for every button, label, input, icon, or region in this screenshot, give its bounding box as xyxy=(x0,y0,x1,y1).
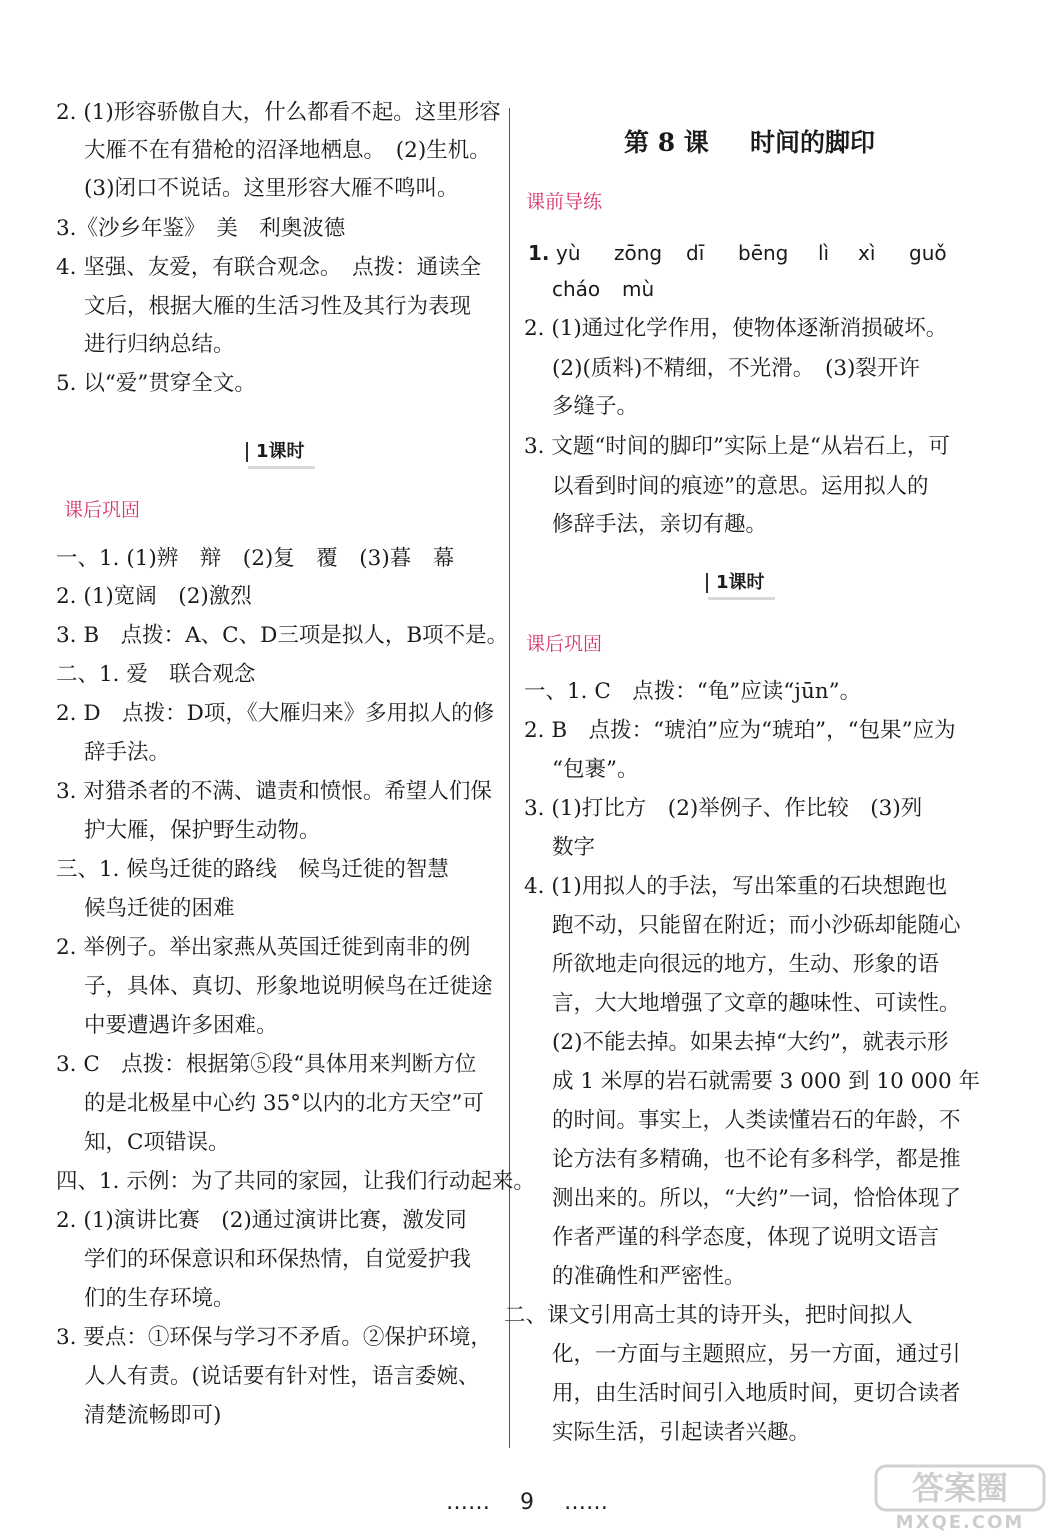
text-line: 跑不动，只能留在附近；而小沙砾却能随心 xyxy=(552,913,961,938)
section-heading: 课后巩固 xyxy=(64,499,141,521)
text-line: 3. B 点拨：A、C、D三项是拟人，B项不是。 xyxy=(56,623,509,648)
text-line: 用，由生活时间引入地质时间，更切合读者 xyxy=(552,1381,961,1406)
section-heading: 课后巩固 xyxy=(526,633,603,655)
text-line: 5. 以“爱”贯穿全文。 xyxy=(56,371,256,396)
text-line: 2. (1)通过化学作用，使物体逐渐消损破坏。 xyxy=(524,316,948,341)
lesson-period-badge xyxy=(246,438,315,466)
text-line: (2)不能去掉。如果去掉“大约”，就表示形 xyxy=(552,1030,949,1055)
text-line: 知，C项错误。 xyxy=(84,1130,230,1155)
watermark-logo xyxy=(870,1462,1050,1536)
watermark-url: MXQE.COM xyxy=(895,1512,1025,1533)
text-line: 论方法有多精确，也不论有多科学，都是推 xyxy=(552,1147,961,1172)
text-line: 3. 对猎杀者的不满、谴责和愤恨。希望人们保 xyxy=(56,779,492,804)
pinyin-word: yù xyxy=(556,241,581,265)
page-number: 9 xyxy=(520,1490,534,1515)
text-line: 中要遭遇许多困难。 xyxy=(84,1013,278,1038)
text-line: 子，具体、真切、形象地说明候鸟在迁徙途 xyxy=(84,974,493,999)
text-line: 一、1. (1)辨 辩 (2)复 覆 (3)暮 幕 xyxy=(56,546,455,571)
text-line: 所欲地走向很远的地方，生动、形象的语 xyxy=(552,952,940,977)
text-line: “包裹”。 xyxy=(552,757,639,782)
text-line: 3. 文题“时间的脚印”实际上是“从岩石上，可 xyxy=(524,434,950,459)
text-line: 2. (1)宽阔 (2)激烈 xyxy=(56,584,252,609)
text-line: 三、1. 候鸟迁徙的路线 候鸟迁徙的智慧 xyxy=(56,857,449,882)
text-line: 们的生存环境。 xyxy=(84,1286,235,1311)
text-line: 二、1. 爱 联合观念 xyxy=(56,662,256,687)
badge-label: 1课时 xyxy=(716,572,765,593)
text-line: 2. 举例子。举出家燕从英国迁徙到南非的例 xyxy=(56,935,471,960)
text-line: 修辞手法，亲切有趣。 xyxy=(552,512,768,537)
text-line: 2. (1)形容骄傲自大，什么都看不起。这里形容 xyxy=(56,100,501,125)
text-line: 二、课文引用高士其的诗开头，把时间拟人 xyxy=(504,1303,913,1328)
pinyin-word: xì xyxy=(858,241,876,265)
text-line: (3)闭口不说话。这里形容大雁不鸣叫。 xyxy=(84,176,459,201)
text-line: (2)(质料)不精细，不光滑。 (3)裂开许 xyxy=(552,356,920,381)
text-line: 的时间。事实上，人类读懂岩石的年龄，不 xyxy=(552,1108,961,1133)
pinyin-word: guǒ xyxy=(909,241,947,265)
text-line: 2. D 点拨：D项，《大雁归来》多用拟人的修 xyxy=(56,701,495,726)
text-line: 2. (1)演讲比赛 (2)通过演讲比赛，激发同 xyxy=(56,1208,467,1233)
text-line: 大雁不在有猎枪的沼泽地栖息。 (2)生机。 xyxy=(84,138,491,163)
pinyin-word: zōng xyxy=(614,241,663,265)
text-line: 4. (1)用拟人的手法，写出笨重的石块想跑也 xyxy=(524,874,948,899)
text-line: 3.《沙乡年鉴》 美 利奥波德 xyxy=(56,216,346,241)
text-line: 四、1. 示例：为了共同的家园，让我们行动起来。 xyxy=(56,1169,535,1194)
pinyin-word: mù xyxy=(622,277,655,301)
text-line: 进行归纳总结。 xyxy=(84,332,235,357)
text-line: 成 1 米厚的岩石就需要 3 000 到 10 000 年 xyxy=(552,1069,980,1094)
section-heading: 课前导练 xyxy=(526,191,603,213)
item-number: 1. xyxy=(528,241,550,265)
column-divider xyxy=(509,108,510,1448)
text-line: 数字 xyxy=(552,835,596,860)
lesson-title: 时间的脚印 xyxy=(750,128,876,157)
text-line: 的准确性和严密性。 xyxy=(552,1264,746,1289)
text-line: 化，一方面与主题照应，另一方面，通过引 xyxy=(552,1342,961,1367)
text-line: 学们的环保意识和环保热情，自觉爱护我 xyxy=(84,1247,472,1272)
text-line: 以看到时间的痕迹”的意思。运用拟人的 xyxy=(552,474,929,499)
text-line: 一、1. C 点拨：“龟”应读“jūn”。 xyxy=(524,679,862,704)
pinyin-word: dī xyxy=(686,241,705,265)
text-line: 实际生活，引起读者兴趣。 xyxy=(552,1420,811,1445)
text-line: 言，大大地增强了文章的趣味性、可读性。 xyxy=(552,991,961,1016)
lesson-number: 第 8 课 xyxy=(624,128,709,157)
footer-dots-right: …… xyxy=(564,1490,608,1515)
watermark-text: 答案圈 xyxy=(911,1469,1008,1507)
text-line: 文后，根据大雁的生活习性及其行为表现 xyxy=(84,294,472,319)
footer-dots-left: …… xyxy=(446,1490,490,1515)
text-line: 4. 坚强、友爱，有联合观念。 点拨：通读全 xyxy=(56,255,482,280)
lesson-period-badge xyxy=(706,569,775,597)
text-line: 作者严谨的科学态度，体现了说明文语言 xyxy=(552,1225,940,1250)
pinyin-word: lì xyxy=(818,241,830,265)
text-line: 3. 要点：①环保与学习不矛盾。②保护环境， xyxy=(56,1325,492,1350)
text-line: 2. B 点拨：“琥泊”应为“琥珀”，“包果”应为 xyxy=(524,718,956,743)
text-line: 多缝子。 xyxy=(552,394,639,419)
text-line: 护大雁，保护野生动物。 xyxy=(84,818,321,843)
text-line: 辞手法。 xyxy=(84,740,171,765)
text-line: 3. C 点拨：根据第⑤段“具体用来判断方位 xyxy=(56,1052,477,1077)
text-line: 候鸟迁徙的困难 xyxy=(84,896,235,921)
badge-label: 1课时 xyxy=(256,441,305,462)
text-line: 人人有责。(说话要有针对性，语言委婉、 xyxy=(84,1364,480,1389)
text-line: 的是北极星中心约 35°以内的北方天空”可 xyxy=(84,1091,484,1116)
text-line: 测出来的。所以，“大约”一词，恰恰体现了 xyxy=(552,1186,961,1211)
text-line: 3. (1)打比方 (2)举例子、作比较 (3)列 xyxy=(524,796,923,821)
pinyin-word: cháo xyxy=(552,277,601,301)
pinyin-word: bēng xyxy=(738,241,789,265)
text-line: 清楚流畅即可) xyxy=(84,1403,222,1428)
